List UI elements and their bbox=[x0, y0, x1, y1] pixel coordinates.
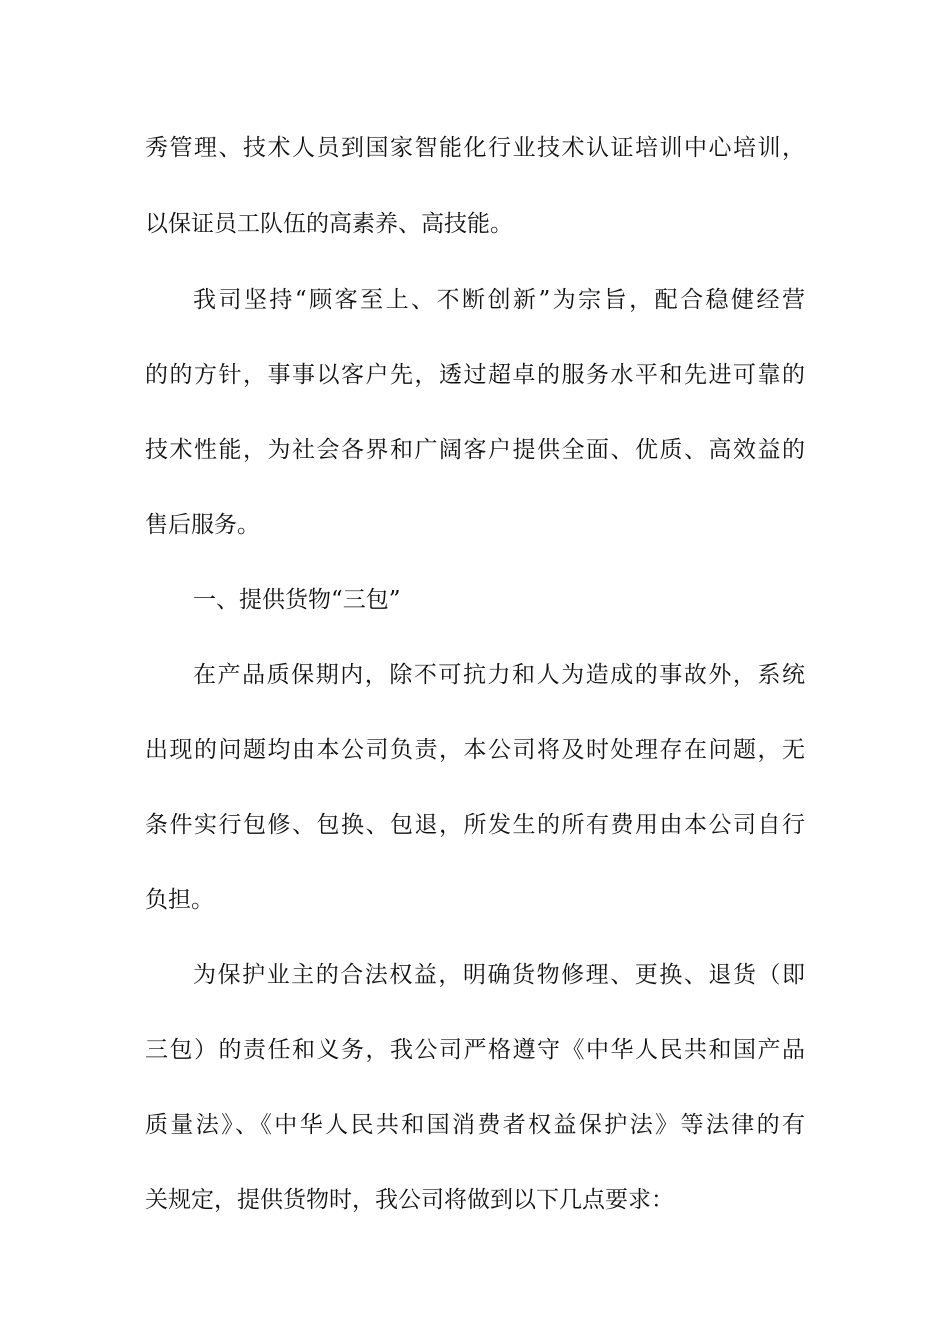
paragraph-first-line: 我司坚持“顾客至上、不断创新”为宗旨，配合稳健经营 bbox=[193, 287, 805, 313]
text-line: 技术性能，为社会各界和广阔客户提供全面、优质、高效益的 bbox=[145, 437, 805, 463]
text-line: 售后服务。 bbox=[145, 512, 260, 538]
text-line: 三包）的责任和义务，我公司严格遵守《中华人民共和国产品 bbox=[145, 1037, 805, 1063]
paragraph-first-line: 在产品质保期内，除不可抗力和人为造成的事故外，系统 bbox=[193, 662, 805, 688]
section-heading: 一、提供货物“三包” bbox=[193, 587, 401, 613]
text-line: 以保证员工队伍的高素养、高技能。 bbox=[145, 211, 513, 237]
text-line: 出现的问题均由本公司负责，本公司将及时处理存在问题，无 bbox=[145, 737, 805, 763]
text-line: 秀管理、技术人员到国家智能化行业技术认证培训中心培训， bbox=[145, 135, 805, 161]
text-line: 的的方针，事事以客户先，透过超卓的服务水平和先进可靠的 bbox=[145, 362, 805, 388]
text-line: 负担。 bbox=[145, 887, 214, 913]
text-line: 条件实行包修、包换、包退，所发生的所有费用由本公司自行 bbox=[145, 812, 805, 838]
paragraph-first-line: 为保护业主的合法权益，明确货物修理、更换、退货（即 bbox=[193, 962, 805, 988]
text-line: 质量法》、《中华人民共和国消费者权益保护法》等法律的有 bbox=[145, 1112, 805, 1138]
text-line: 关规定，提供货物时，我公司将做到以下几点要求： bbox=[145, 1187, 674, 1213]
